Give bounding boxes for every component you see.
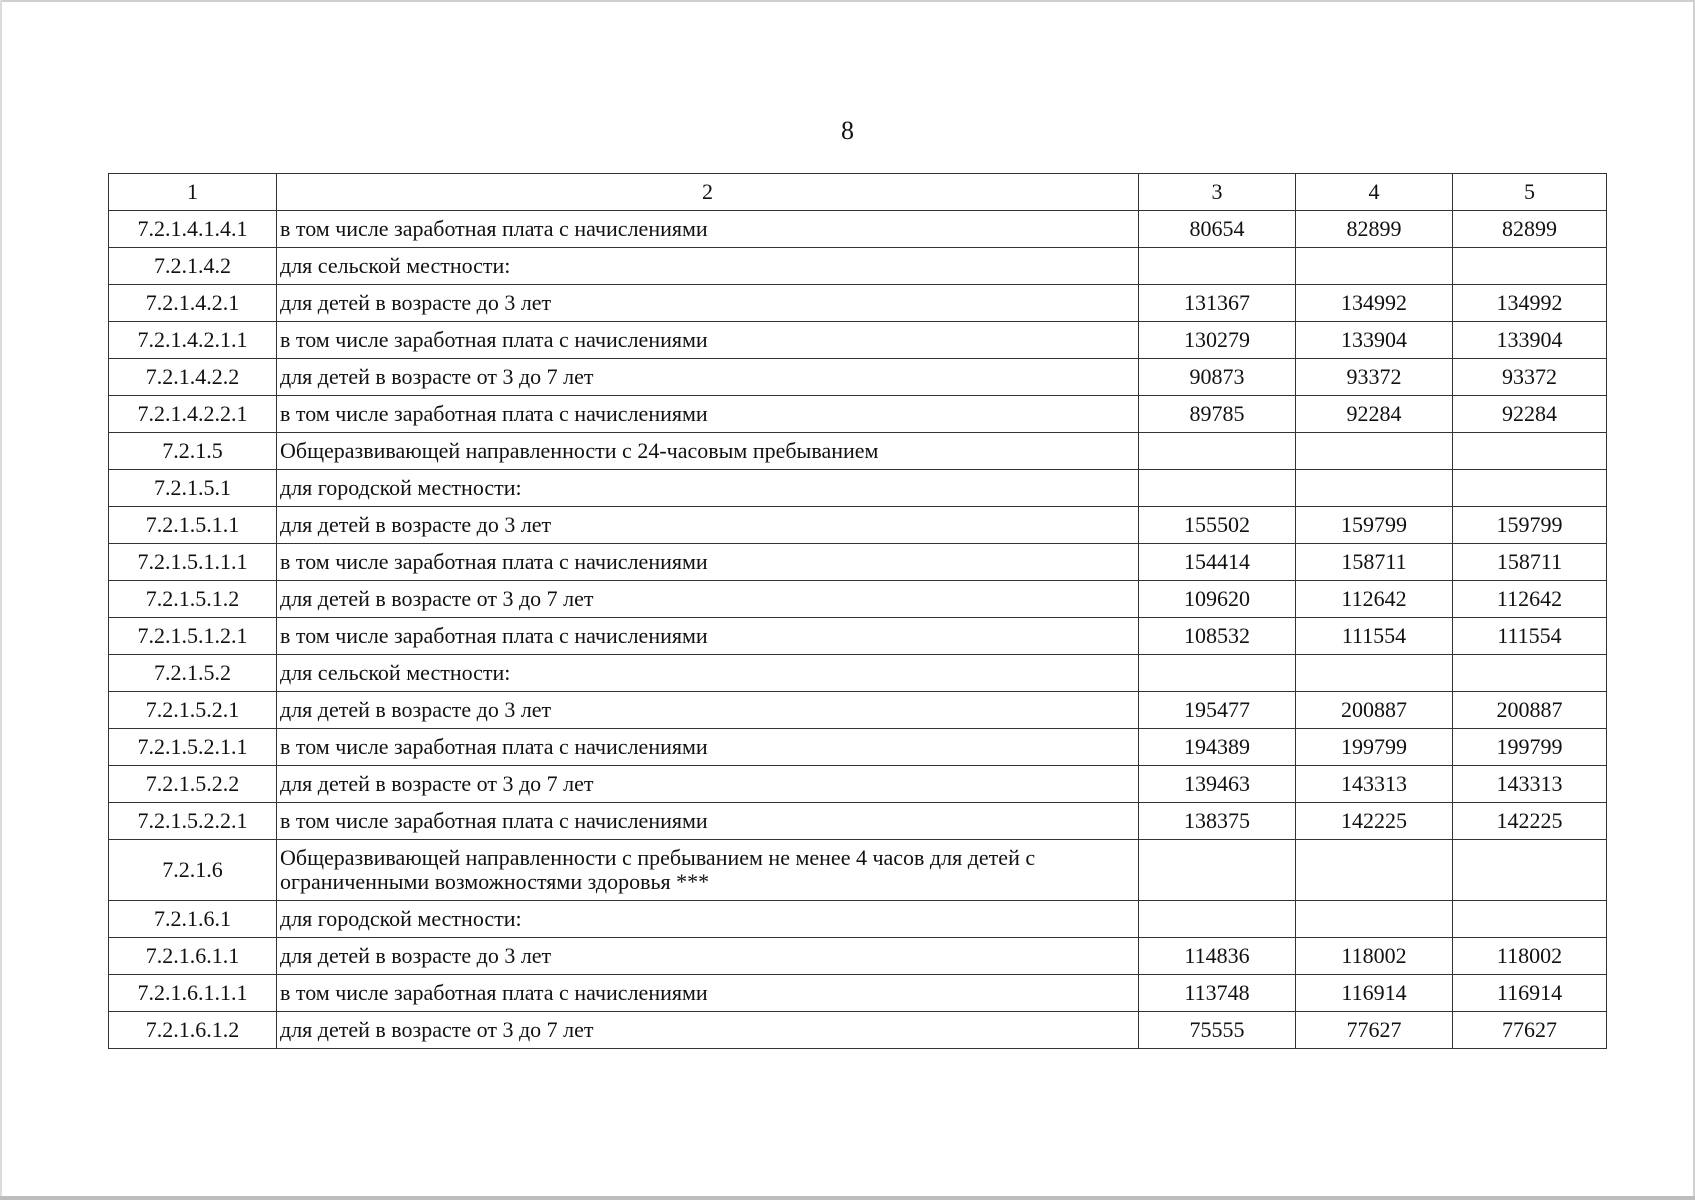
row-code-cell: 7.2.1.5.2.2.1 <box>109 803 277 840</box>
row-code-cell: 7.2.1.5.1.1.1 <box>109 544 277 581</box>
row-code-cell: 7.2.1.5.2 <box>109 655 277 692</box>
table-row <box>109 581 1607 618</box>
table-row <box>109 248 1607 285</box>
row-value-col3 <box>1139 248 1296 285</box>
table-row <box>109 938 1607 975</box>
row-description-cell: для городской местности: <box>277 901 1139 938</box>
header-cell-3: 3 <box>1139 174 1296 211</box>
table-row <box>109 544 1607 581</box>
row-value-col3: 80654 <box>1139 211 1296 248</box>
row-value-col5: 158711 <box>1453 544 1607 581</box>
row-value-col4: 93372 <box>1296 359 1453 396</box>
row-value-col4: 158711 <box>1296 544 1453 581</box>
row-value-col4: 134992 <box>1296 285 1453 322</box>
row-code-cell: 7.2.1.5.1.2.1 <box>109 618 277 655</box>
row-value-col5: 111554 <box>1453 618 1607 655</box>
row-code-cell: 7.2.1.5.1.2 <box>109 581 277 618</box>
row-value-col3: 194389 <box>1139 729 1296 766</box>
scan-edge-bottom <box>0 1196 1695 1200</box>
row-value-col4: 133904 <box>1296 322 1453 359</box>
row-value-col3: 131367 <box>1139 285 1296 322</box>
table-row <box>109 766 1607 803</box>
row-value-col3: 113748 <box>1139 975 1296 1012</box>
row-value-col5: 118002 <box>1453 938 1607 975</box>
scan-edge-top <box>0 0 1695 2</box>
row-value-col4 <box>1296 655 1453 692</box>
row-code-cell: 7.2.1.4.2 <box>109 248 277 285</box>
row-value-col5: 93372 <box>1453 359 1607 396</box>
table-row <box>109 285 1607 322</box>
row-value-col3: 109620 <box>1139 581 1296 618</box>
row-description-cell: в том числе заработная плата с начислениями <box>277 322 1139 359</box>
row-value-col3: 154414 <box>1139 544 1296 581</box>
row-value-col3: 138375 <box>1139 803 1296 840</box>
row-value-col5: 116914 <box>1453 975 1607 1012</box>
row-value-col4: 142225 <box>1296 803 1453 840</box>
row-description-cell: в том числе заработная плата с начислениями <box>277 211 1139 248</box>
row-description-cell: для детей в возрасте от 3 до 7 лет <box>277 1012 1139 1049</box>
header-cell-4: 4 <box>1296 174 1453 211</box>
row-value-col4: 159799 <box>1296 507 1453 544</box>
row-value-col5: 134992 <box>1453 285 1607 322</box>
row-description-cell: в том числе заработная плата с начислениями <box>277 396 1139 433</box>
row-value-col5: 133904 <box>1453 322 1607 359</box>
row-value-col3: 75555 <box>1139 1012 1296 1049</box>
row-code-cell: 7.2.1.4.2.1.1 <box>109 322 277 359</box>
row-description-cell: в том числе заработная плата с начислениями <box>277 975 1139 1012</box>
table-header-row <box>109 174 1607 211</box>
row-value-col4: 116914 <box>1296 975 1453 1012</box>
table-row <box>109 618 1607 655</box>
row-description-cell: для сельской местности: <box>277 248 1139 285</box>
row-value-col3: 108532 <box>1139 618 1296 655</box>
table-row <box>109 803 1607 840</box>
row-value-col5: 112642 <box>1453 581 1607 618</box>
table-row <box>109 655 1607 692</box>
row-code-cell: 7.2.1.5.2.2 <box>109 766 277 803</box>
row-value-col5: 199799 <box>1453 729 1607 766</box>
row-value-col4: 200887 <box>1296 692 1453 729</box>
row-description-cell: в том числе заработная плата с начислениями <box>277 544 1139 581</box>
row-value-col4 <box>1296 433 1453 470</box>
row-value-col5 <box>1453 901 1607 938</box>
row-value-col4: 112642 <box>1296 581 1453 618</box>
table-row <box>109 1012 1607 1049</box>
row-value-col3: 114836 <box>1139 938 1296 975</box>
scan-edge-left <box>0 0 2 1200</box>
row-value-col3: 130279 <box>1139 322 1296 359</box>
row-description-cell: в том числе заработная плата с начислениями <box>277 618 1139 655</box>
row-code-cell: 7.2.1.6.1.2 <box>109 1012 277 1049</box>
row-description-cell: в том числе заработная плата с начислениями <box>277 729 1139 766</box>
row-value-col4: 111554 <box>1296 618 1453 655</box>
row-value-col5: 200887 <box>1453 692 1607 729</box>
row-value-col3 <box>1139 901 1296 938</box>
row-value-col5 <box>1453 470 1607 507</box>
table-row <box>109 975 1607 1012</box>
table-row <box>109 322 1607 359</box>
row-value-col5 <box>1453 433 1607 470</box>
row-value-col3 <box>1139 470 1296 507</box>
table-row <box>109 433 1607 470</box>
row-code-cell: 7.2.1.4.1.4.1 <box>109 211 277 248</box>
data-table <box>108 173 1607 1049</box>
row-value-col4: 82899 <box>1296 211 1453 248</box>
row-code-cell: 7.2.1.4.2.1 <box>109 285 277 322</box>
row-code-cell: 7.2.1.5.1 <box>109 470 277 507</box>
row-value-col3 <box>1139 433 1296 470</box>
row-code-cell: 7.2.1.6.1.1.1 <box>109 975 277 1012</box>
table-row <box>109 692 1607 729</box>
row-description-cell: для детей в возрасте от 3 до 7 лет <box>277 766 1139 803</box>
table-row <box>109 211 1607 248</box>
row-description-cell: для детей в возрасте от 3 до 7 лет <box>277 581 1139 618</box>
row-description-cell: для городской местности: <box>277 470 1139 507</box>
row-value-col4: 143313 <box>1296 766 1453 803</box>
row-value-col3: 195477 <box>1139 692 1296 729</box>
row-value-col5: 142225 <box>1453 803 1607 840</box>
header-cell-2: 2 <box>277 174 1139 211</box>
row-code-cell: 7.2.1.5 <box>109 433 277 470</box>
table-row <box>109 470 1607 507</box>
row-code-cell: 7.2.1.5.2.1 <box>109 692 277 729</box>
row-value-col3: 139463 <box>1139 766 1296 803</box>
row-description-cell: для детей в возрасте до 3 лет <box>277 938 1139 975</box>
row-value-col5: 82899 <box>1453 211 1607 248</box>
row-value-col5 <box>1453 248 1607 285</box>
row-value-col4: 199799 <box>1296 729 1453 766</box>
row-description-cell: Общеразвивающей направленности с 24-часовым пребыванием <box>277 433 1139 470</box>
row-value-col4: 77627 <box>1296 1012 1453 1049</box>
row-description-cell: для сельской местности: <box>277 655 1139 692</box>
row-code-cell: 7.2.1.4.2.2 <box>109 359 277 396</box>
table-row <box>109 901 1607 938</box>
table-row <box>109 396 1607 433</box>
row-code-cell: 7.2.1.5.2.1.1 <box>109 729 277 766</box>
row-description-cell: для детей в возрасте до 3 лет <box>277 285 1139 322</box>
row-value-col3 <box>1139 655 1296 692</box>
row-value-col5 <box>1453 655 1607 692</box>
row-value-col4 <box>1296 248 1453 285</box>
row-code-cell: 7.2.1.5.1.1 <box>109 507 277 544</box>
row-code-cell: 7.2.1.4.2.2.1 <box>109 396 277 433</box>
table-row <box>109 507 1607 544</box>
table-row <box>109 359 1607 396</box>
row-value-col5: 159799 <box>1453 507 1607 544</box>
row-value-col4: 118002 <box>1296 938 1453 975</box>
table-row <box>109 729 1607 766</box>
header-cell-5: 5 <box>1453 174 1607 211</box>
row-value-col4 <box>1296 901 1453 938</box>
row-value-col3: 155502 <box>1139 507 1296 544</box>
row-code-cell: 7.2.1.6.1.1 <box>109 938 277 975</box>
row-value-col5 <box>1453 840 1607 901</box>
row-value-col3: 90873 <box>1139 359 1296 396</box>
row-value-col4 <box>1296 470 1453 507</box>
row-description-cell: для детей в возрасте до 3 лет <box>277 507 1139 544</box>
row-value-col3: 89785 <box>1139 396 1296 433</box>
row-code-cell: 7.2.1.6 <box>109 840 277 901</box>
row-value-col5: 92284 <box>1453 396 1607 433</box>
page-number: 8 <box>841 116 854 145</box>
header-cell-1: 1 <box>109 174 277 211</box>
row-value-col3 <box>1139 840 1296 901</box>
row-value-col5: 143313 <box>1453 766 1607 803</box>
row-description-cell: Общеразвивающей направленности с пребыванием не менее 4 часов для детей с ограниченными возможностями здоровья *** <box>277 840 1139 901</box>
row-description-cell: для детей в возрасте до 3 лет <box>277 692 1139 729</box>
table-row <box>109 840 1607 901</box>
row-value-col4 <box>1296 840 1453 901</box>
row-description-cell: в том числе заработная плата с начислениями <box>277 803 1139 840</box>
row-code-cell: 7.2.1.6.1 <box>109 901 277 938</box>
row-value-col5: 77627 <box>1453 1012 1607 1049</box>
row-value-col4: 92284 <box>1296 396 1453 433</box>
row-description-cell: для детей в возрасте от 3 до 7 лет <box>277 359 1139 396</box>
